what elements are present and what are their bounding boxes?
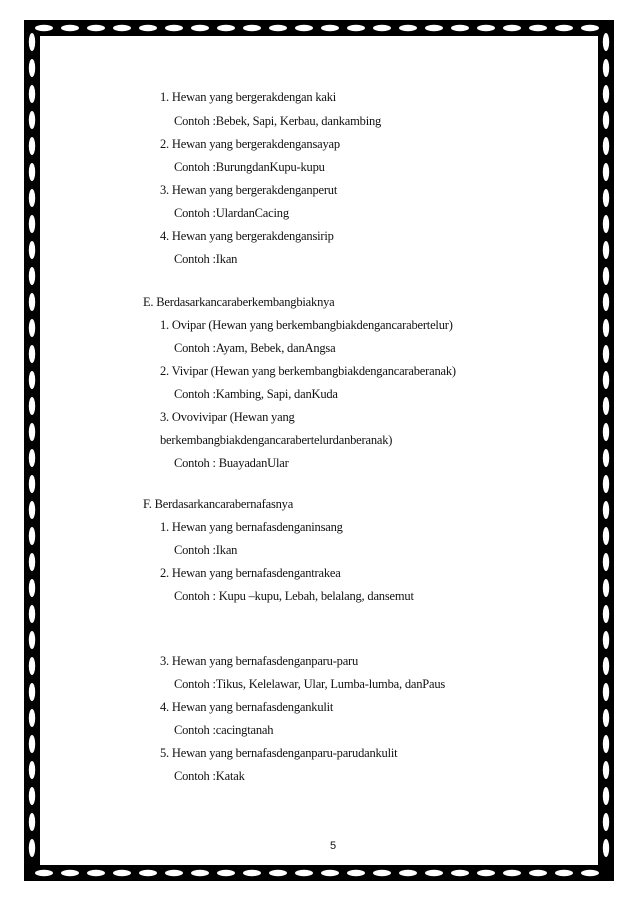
border-dot xyxy=(29,137,35,155)
border-dot xyxy=(555,25,573,31)
border-dot xyxy=(603,137,609,155)
border-dot xyxy=(425,870,443,876)
text-line: 2. Hewan yang bernafasdengantrakea xyxy=(160,566,341,580)
border-dot xyxy=(29,709,35,727)
border-dot xyxy=(503,870,521,876)
border-dot xyxy=(269,870,287,876)
border-dot xyxy=(29,85,35,103)
text-line: Contoh :UlardanCacing xyxy=(174,206,289,220)
border-dot xyxy=(603,839,609,857)
border-dot xyxy=(29,189,35,207)
border-dot xyxy=(295,25,313,31)
border-dot xyxy=(29,553,35,571)
border-dot xyxy=(29,59,35,77)
border-dot xyxy=(603,761,609,779)
border-dot xyxy=(603,215,609,233)
border-dot xyxy=(113,870,131,876)
text-line: 2. Vivipar (Hewan yang berkembangbiakdengancaraberanak) xyxy=(160,364,456,378)
border-dot xyxy=(29,293,35,311)
border-dot xyxy=(603,813,609,831)
border-dot xyxy=(399,870,417,876)
border-dot xyxy=(165,25,183,31)
border-dot xyxy=(451,25,469,31)
section-heading-e: E. Berdasarkancaraberkembangbiaknya xyxy=(143,295,335,309)
border-dot xyxy=(35,870,53,876)
border-dot xyxy=(373,870,391,876)
text-line: 1. Hewan yang bergerakdengan kaki xyxy=(160,90,337,104)
border-dot xyxy=(61,25,79,31)
text-line: 3. Hewan yang bernafasdenganparu-paru xyxy=(160,654,359,668)
border-dot xyxy=(603,85,609,103)
text-line: Contoh :BurungdanKupu-kupu xyxy=(174,160,325,174)
border-dot xyxy=(35,25,53,31)
border-dot xyxy=(425,25,443,31)
text-line: 4. Hewan yang bernafasdengankulit xyxy=(160,700,334,714)
border-dot xyxy=(603,553,609,571)
border-dot xyxy=(243,25,261,31)
border-dot xyxy=(29,423,35,441)
border-dot xyxy=(29,371,35,389)
border-dot xyxy=(217,870,235,876)
page-number: 5 xyxy=(330,840,337,852)
border-dot xyxy=(139,25,157,31)
border-dot xyxy=(347,25,365,31)
border-dot xyxy=(603,163,609,181)
border-dot xyxy=(29,33,35,51)
text-line: Contoh :cacingtanah xyxy=(174,723,274,737)
border-dot xyxy=(321,870,339,876)
text-line: 1. Ovipar (Hewan yang berkembangbiakdengancarabertelur) xyxy=(160,318,453,332)
border-dot xyxy=(603,709,609,727)
border-dot xyxy=(603,501,609,519)
border-dot xyxy=(269,25,287,31)
border-dot xyxy=(603,787,609,805)
text-line: 4. Hewan yang bergerakdengansirip xyxy=(160,229,334,243)
text-line: Contoh :Ikan xyxy=(174,543,238,557)
border-dot xyxy=(603,631,609,649)
border-dot xyxy=(603,527,609,545)
border-dot xyxy=(165,870,183,876)
border-dot xyxy=(603,111,609,129)
border-dot xyxy=(29,761,35,779)
border-dot xyxy=(603,605,609,623)
border-dot xyxy=(87,25,105,31)
border-dot xyxy=(29,579,35,597)
border-dot xyxy=(603,371,609,389)
text-line: 3. Hewan yang bergerakdenganperut xyxy=(160,183,338,197)
border-dot xyxy=(581,870,599,876)
border-dot xyxy=(29,397,35,415)
border-dot xyxy=(243,870,261,876)
border-dot xyxy=(603,423,609,441)
border-dot xyxy=(29,111,35,129)
text-line: 2. Hewan yang bergerakdengansayap xyxy=(160,137,340,151)
border-dot xyxy=(217,25,235,31)
text-line: Contoh :Tikus, Kelelawar, Ular, Lumba-lumba, danPaus xyxy=(174,677,446,691)
border-dot xyxy=(477,25,495,31)
border-dot xyxy=(29,631,35,649)
border-dot xyxy=(29,813,35,831)
text-line: 3. Ovovivipar (Hewan yang xyxy=(160,410,295,424)
border-dot xyxy=(29,267,35,285)
border-dot xyxy=(581,25,599,31)
border-dot xyxy=(321,25,339,31)
border-dot xyxy=(603,683,609,701)
text-line: Contoh :Bebek, Sapi, Kerbau, dankambing xyxy=(174,114,382,128)
border-dot xyxy=(603,241,609,259)
border-dot xyxy=(29,735,35,753)
border-dot xyxy=(61,870,79,876)
text-line: Contoh : Kupu –kupu, Lebah, belalang, dansemut xyxy=(174,589,414,603)
border-dot xyxy=(29,345,35,363)
border-dot xyxy=(373,25,391,31)
border-dot xyxy=(603,293,609,311)
text-line: Contoh : BuayadanUlar xyxy=(174,456,289,470)
border-dot xyxy=(295,870,313,876)
text-line: 1. Hewan yang bernafasdenganinsang xyxy=(160,520,343,534)
border-dot xyxy=(347,870,365,876)
border-dot xyxy=(451,870,469,876)
border-dot xyxy=(603,267,609,285)
border-dot xyxy=(603,319,609,337)
border-dot xyxy=(29,475,35,493)
border-dot xyxy=(603,189,609,207)
text-line: Contoh :Ayam, Bebek, danAngsa xyxy=(174,341,336,355)
border-dot xyxy=(29,163,35,181)
text-line: Contoh :Kambing, Sapi, danKuda xyxy=(174,387,338,401)
border-dot xyxy=(603,475,609,493)
border-dot xyxy=(603,657,609,675)
border-dot xyxy=(29,501,35,519)
border-dot xyxy=(113,25,131,31)
border-dot xyxy=(603,449,609,467)
border-dot xyxy=(29,215,35,233)
border-dot xyxy=(29,449,35,467)
border-dot xyxy=(603,735,609,753)
text-line: 5. Hewan yang bernafasdenganparu-parudankulit xyxy=(160,746,398,760)
border-dot xyxy=(191,870,209,876)
text-line: Contoh :Ikan xyxy=(174,252,238,266)
border-dot xyxy=(555,870,573,876)
border-dot xyxy=(529,25,547,31)
border-dot xyxy=(399,25,417,31)
border-dot xyxy=(29,319,35,337)
border-dot xyxy=(29,683,35,701)
text-line: Contoh :Katak xyxy=(174,769,245,783)
border-dot xyxy=(477,870,495,876)
border-dot xyxy=(603,579,609,597)
border-dot xyxy=(139,870,157,876)
border-dot xyxy=(29,787,35,805)
border-dot xyxy=(29,839,35,857)
border-dot xyxy=(29,241,35,259)
text-line: berkembangbiakdengancarabertelurdanberanak) xyxy=(160,433,393,447)
section-heading-f: F. Berdasarkancarabernafasnya xyxy=(143,497,294,511)
border-dot xyxy=(87,870,105,876)
border-dot xyxy=(191,25,209,31)
border-dot xyxy=(603,397,609,415)
border-dot xyxy=(603,59,609,77)
border-dot xyxy=(29,657,35,675)
border-dot xyxy=(529,870,547,876)
border-dot xyxy=(603,345,609,363)
border-dot xyxy=(503,25,521,31)
border-dot xyxy=(603,33,609,51)
border-dot xyxy=(29,605,35,623)
border-dot xyxy=(29,527,35,545)
